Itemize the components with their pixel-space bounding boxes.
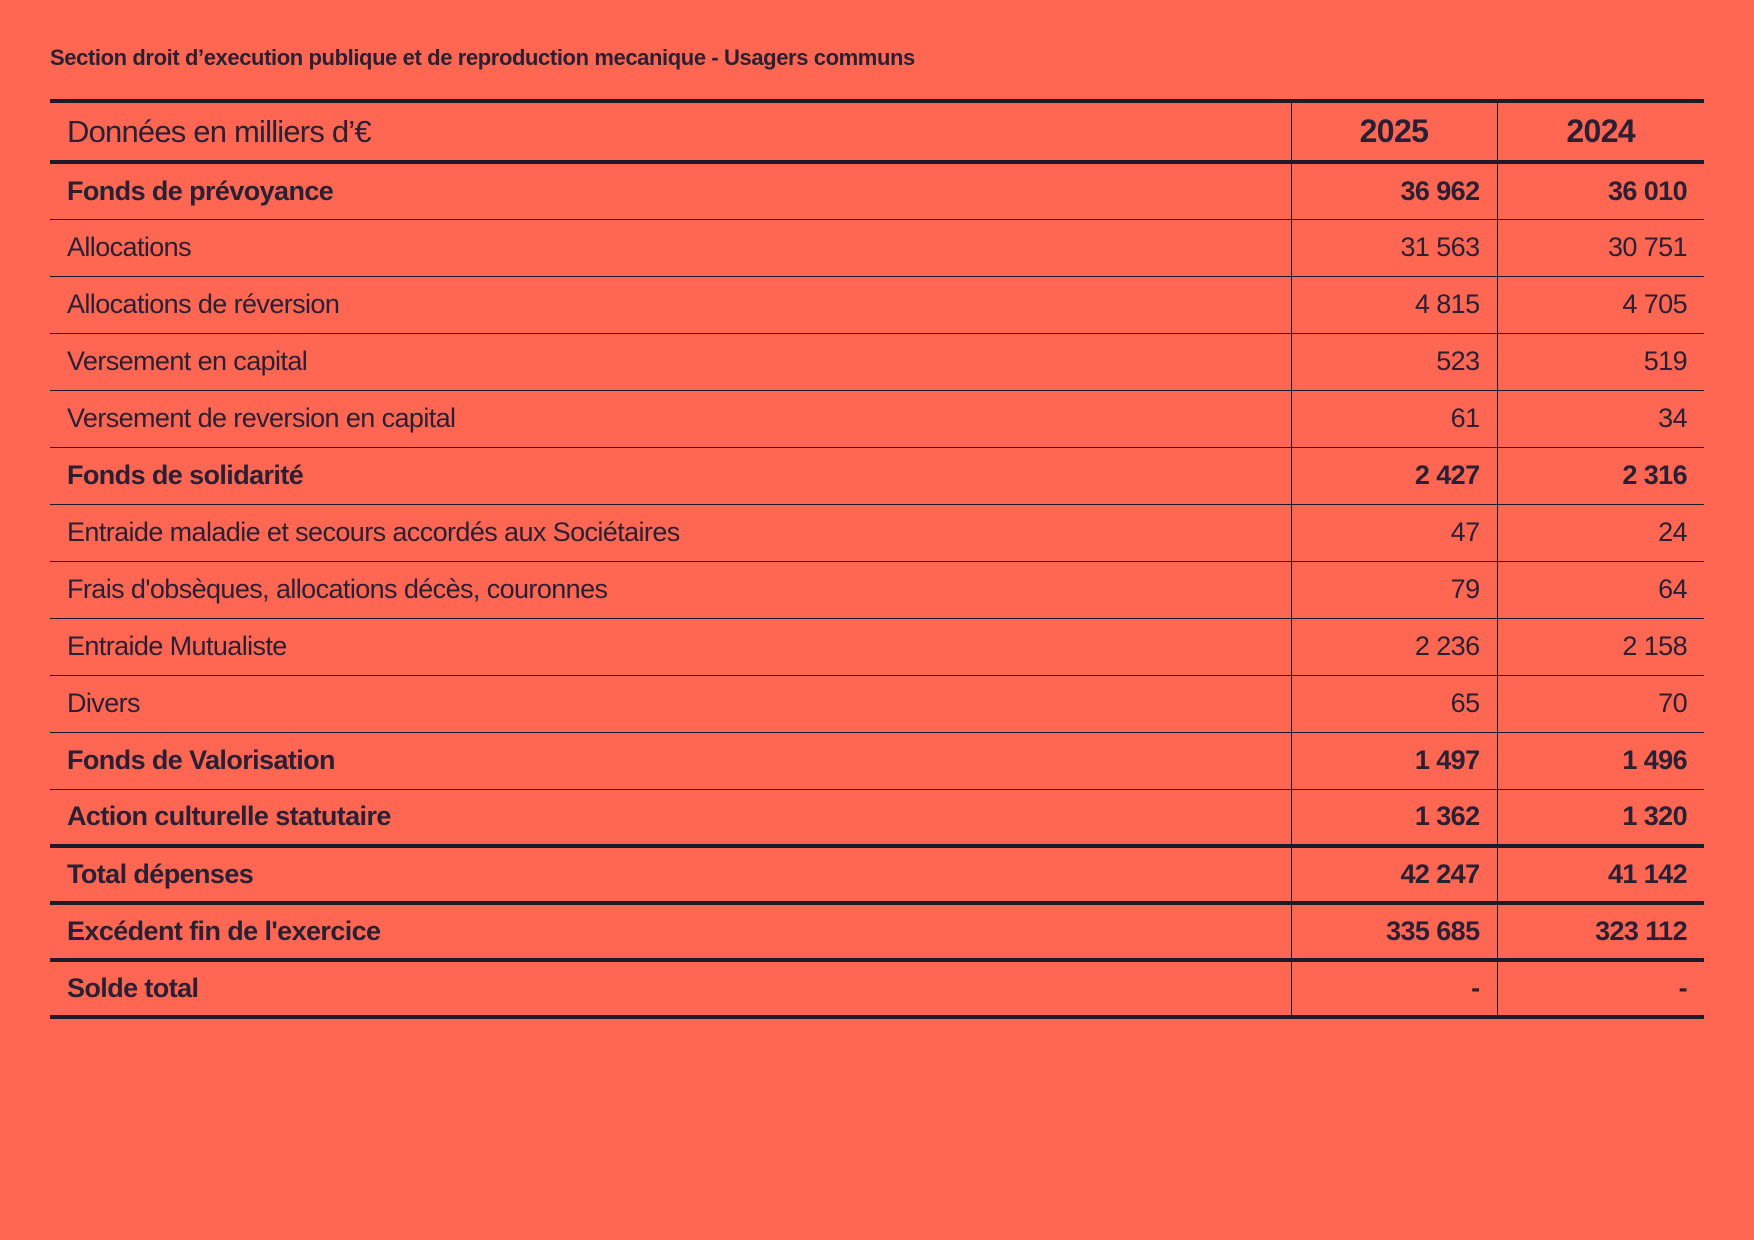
row-value-2025: 523 xyxy=(1291,333,1497,390)
table-row xyxy=(50,162,1704,219)
row-label: Excédent fin de l'exercice xyxy=(50,903,1291,960)
row-label: Fonds de solidarité xyxy=(50,447,1291,504)
row-label: Frais d'obsèques, allocations décès, couronnes xyxy=(50,561,1291,618)
row-value-2024: 34 xyxy=(1497,390,1704,447)
header-year-2025: 2025 xyxy=(1291,101,1497,162)
table-row xyxy=(50,675,1704,732)
row-label: Allocations xyxy=(50,219,1291,276)
row-value-2025: 65 xyxy=(1291,675,1497,732)
surplus-row xyxy=(50,903,1704,960)
row-value-2024: 1 496 xyxy=(1497,732,1704,789)
row-value-2024: 30 751 xyxy=(1497,219,1704,276)
row-value-2024: 323 112 xyxy=(1497,903,1704,960)
table-row xyxy=(50,732,1704,789)
row-label: Fonds de Valorisation xyxy=(50,732,1291,789)
row-value-2025: 2 427 xyxy=(1291,447,1497,504)
expenses-table xyxy=(50,99,1704,1019)
row-value-2024: 36 010 xyxy=(1497,162,1704,219)
row-value-2025: 31 563 xyxy=(1291,219,1497,276)
row-value-2025: 335 685 xyxy=(1291,903,1497,960)
row-value-2025: 1 362 xyxy=(1291,789,1497,846)
table-row xyxy=(50,789,1704,846)
row-label: Entraide maladie et secours accordés aux Sociétaires xyxy=(50,504,1291,561)
row-value-2024: 64 xyxy=(1497,561,1704,618)
total-balance-row xyxy=(50,960,1704,1017)
row-value-2025: 61 xyxy=(1291,390,1497,447)
row-value-2025: 2 236 xyxy=(1291,618,1497,675)
row-value-2025: 4 815 xyxy=(1291,276,1497,333)
table-row xyxy=(50,276,1704,333)
row-value-2024: 2 158 xyxy=(1497,618,1704,675)
row-value-2024: 2 316 xyxy=(1497,447,1704,504)
table-header-row xyxy=(50,101,1704,162)
row-value-2024: 4 705 xyxy=(1497,276,1704,333)
row-value-2024: 41 142 xyxy=(1497,846,1704,903)
header-year-2024: 2024 xyxy=(1497,101,1704,162)
table-title: Section droit d’execution publique et de reproduction mecanique - Usagers communs xyxy=(50,45,915,70)
row-value-2024: - xyxy=(1497,960,1704,1017)
row-value-2025: 42 247 xyxy=(1291,846,1497,903)
row-label: Allocations de réversion xyxy=(50,276,1291,333)
table-row xyxy=(50,390,1704,447)
row-label: Divers xyxy=(50,675,1291,732)
row-value-2024: 24 xyxy=(1497,504,1704,561)
row-label: Versement de reversion en capital xyxy=(50,390,1291,447)
table-row xyxy=(50,618,1704,675)
row-label: Entraide Mutualiste xyxy=(50,618,1291,675)
header-label: Données en milliers d’€ xyxy=(50,101,1291,162)
table-row xyxy=(50,561,1704,618)
row-value-2025: 47 xyxy=(1291,504,1497,561)
row-value-2024: 70 xyxy=(1497,675,1704,732)
table-row xyxy=(50,219,1704,276)
row-label: Versement en capital xyxy=(50,333,1291,390)
row-value-2025: 1 497 xyxy=(1291,732,1497,789)
row-value-2024: 1 320 xyxy=(1497,789,1704,846)
row-label: Solde total xyxy=(50,960,1291,1017)
row-value-2025: - xyxy=(1291,960,1497,1017)
row-label: Total dépenses xyxy=(50,846,1291,903)
row-label: Action culturelle statutaire xyxy=(50,789,1291,846)
table-row xyxy=(50,504,1704,561)
row-value-2025: 79 xyxy=(1291,561,1497,618)
row-label: Fonds de prévoyance xyxy=(50,162,1291,219)
row-value-2024: 519 xyxy=(1497,333,1704,390)
table-row xyxy=(50,447,1704,504)
total-expenses-row xyxy=(50,846,1704,903)
table-row xyxy=(50,333,1704,390)
row-value-2025: 36 962 xyxy=(1291,162,1497,219)
